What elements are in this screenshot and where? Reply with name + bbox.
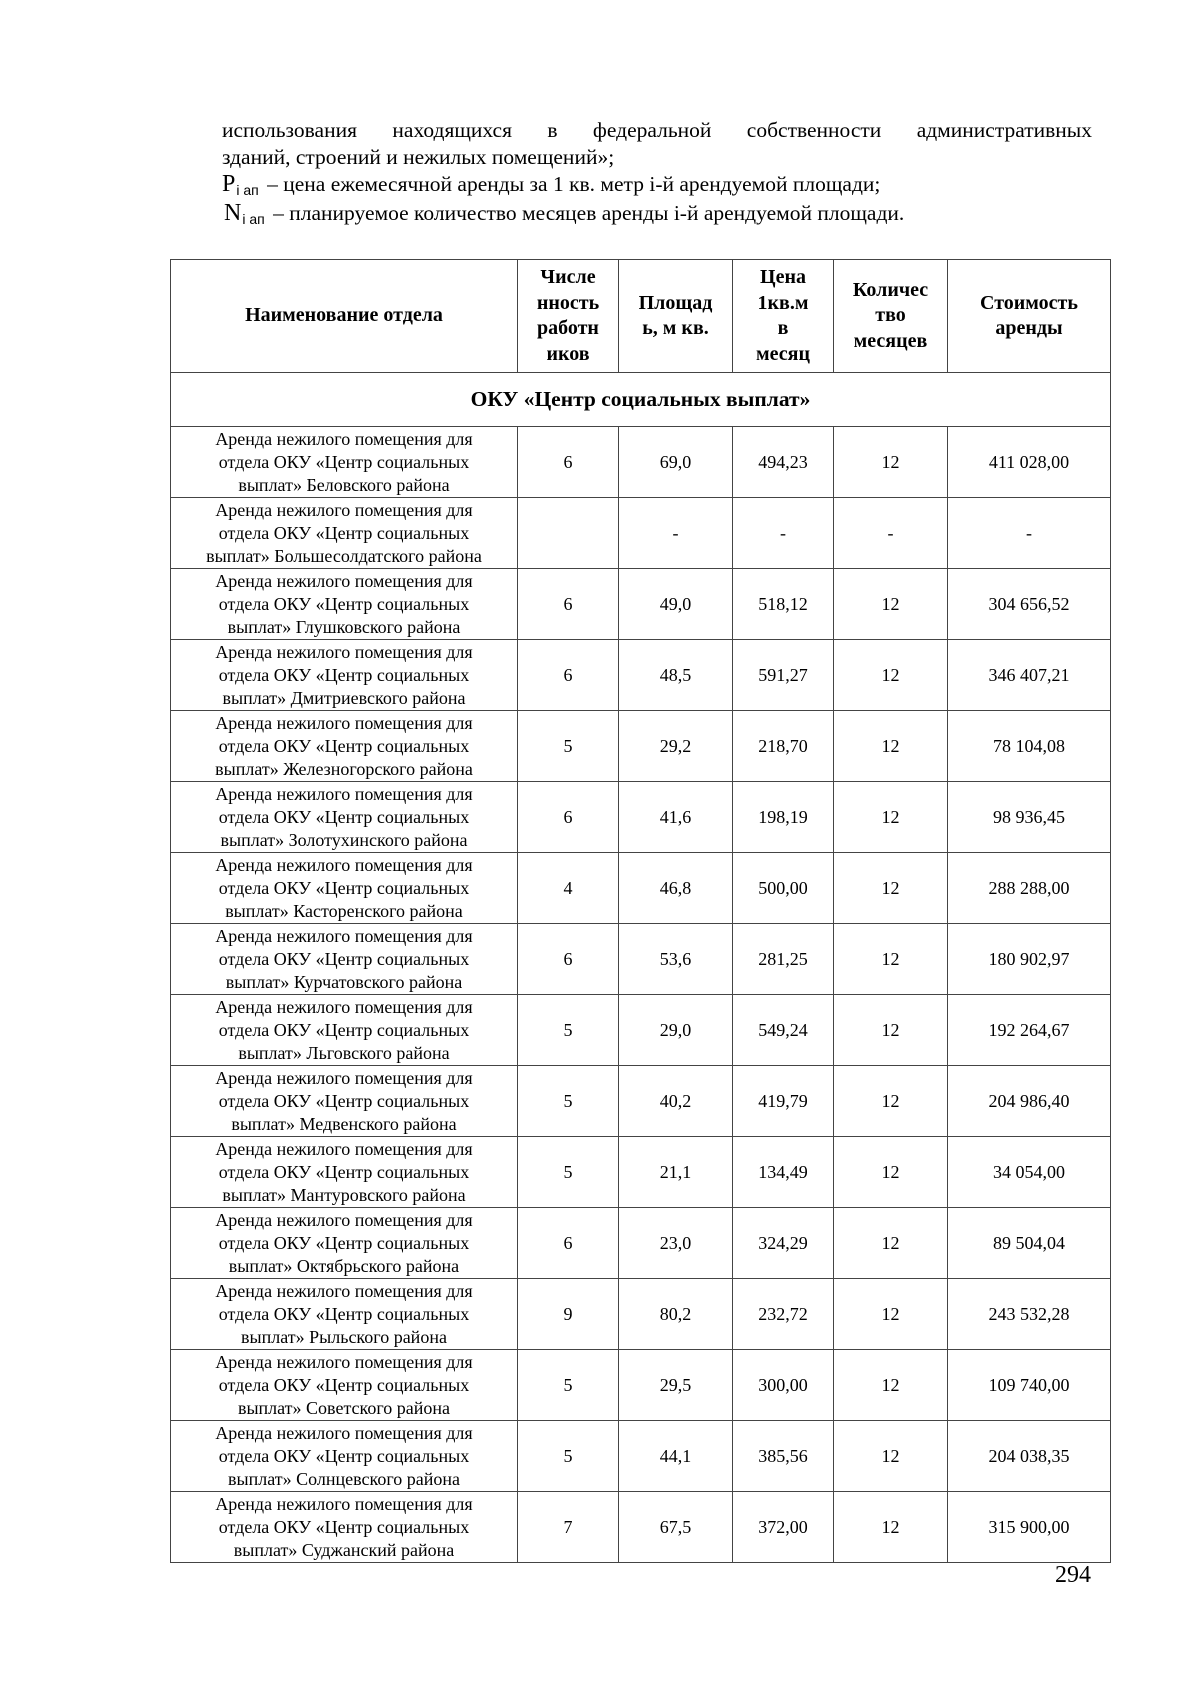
section-title: ОКУ «Центр социальных выплат» [171,373,1111,427]
cell-name [171,782,518,853]
cell-price: - [733,498,834,569]
table-body [171,373,1111,1563]
cell-price: 518,12 [733,569,834,640]
cell-name-line: выплат» Мантуровского района [222,1184,466,1205]
cell-months: 12 [834,1492,948,1563]
cell-price: 500,00 [733,853,834,924]
cell-employees: 5 [518,995,619,1066]
variable-p-symbol: P [222,171,236,197]
header-employees: Числе нность работн иков [518,260,619,373]
cell-name-line: отдела ОКУ «Центр социальных [218,1161,470,1182]
cell-price: 385,56 [733,1421,834,1492]
cell-area: 21,1 [619,1137,733,1208]
variable-n-definition [222,200,1092,229]
cell-area: 29,0 [619,995,733,1066]
variable-n-subscript: i ап [242,211,265,227]
cell-months: 12 [834,1137,948,1208]
cell-area: 48,5 [619,640,733,711]
intro-line-1: использования находящихся в федеральной собственности административных [222,118,1092,142]
cell-name [171,569,518,640]
cell-price: 281,25 [733,924,834,995]
cell-area: 29,2 [619,711,733,782]
cell-months: 12 [834,782,948,853]
table-row [171,569,1111,640]
cell-name [171,1208,518,1279]
cell-name-line: выплат» Курчатовского района [225,971,463,992]
intro-text [222,117,1092,229]
cell-name-line: выплат» Железногорского района [215,758,473,779]
table-header-row [171,260,1111,373]
cell-area: - [619,498,733,569]
cell-price: 218,70 [733,711,834,782]
cell-name-line: Аренда нежилого помещения для [215,1209,473,1230]
cell-name [171,995,518,1066]
cell-area: 40,2 [619,1066,733,1137]
cell-name-line: выплат» Дмитриевского района [222,687,466,708]
table-row [171,995,1111,1066]
cell-area: 29,5 [619,1350,733,1421]
cell-cost: 304 656,52 [948,569,1111,640]
cell-employees: 5 [518,1350,619,1421]
page-number: 294 [1055,1562,1091,1588]
table-row [171,427,1111,498]
table-row [171,853,1111,924]
rent-table [170,259,1111,1563]
cell-price: 134,49 [733,1137,834,1208]
cell-name-line: отдела ОКУ «Центр социальных [218,522,470,543]
cell-employees: 5 [518,711,619,782]
cell-cost: 204 986,40 [948,1066,1111,1137]
cell-area: 44,1 [619,1421,733,1492]
cell-employees: 9 [518,1279,619,1350]
variable-p-description: – цена ежемесячной аренды за 1 кв. метр i-й арендуемой площади; [267,172,881,196]
header-cost: Стоимость аренды [948,260,1111,373]
cell-cost: 109 740,00 [948,1350,1111,1421]
cell-name-line: отдела ОКУ «Центр социальных [218,1445,470,1466]
table-row [171,1208,1111,1279]
cell-price: 300,00 [733,1350,834,1421]
cell-name-line: отдела ОКУ «Центр социальных [218,664,470,685]
cell-name-line: отдела ОКУ «Центр социальных [218,1303,470,1324]
cell-cost: 411 028,00 [948,427,1111,498]
cell-months: 12 [834,995,948,1066]
cell-name-line: выплат» Октябрьского района [228,1255,460,1276]
header-name: Наименование отдела [171,260,518,373]
cell-area: 69,0 [619,427,733,498]
cell-cost: 89 504,04 [948,1208,1111,1279]
table-row [171,1350,1111,1421]
cell-name-line: выплат» Глушковского района [227,616,461,637]
cell-cost: 346 407,21 [948,640,1111,711]
cell-name [171,1421,518,1492]
cell-name-line: выплат» Рыльского района [241,1326,447,1347]
cell-employees [518,498,619,569]
cell-name-line: отдела ОКУ «Центр социальных [218,451,470,472]
cell-employees: 6 [518,1208,619,1279]
cell-price: 591,27 [733,640,834,711]
table-row [171,924,1111,995]
table-row [171,1492,1111,1563]
cell-employees: 6 [518,427,619,498]
cell-area: 41,6 [619,782,733,853]
cell-name-line: отдела ОКУ «Центр социальных [218,1019,470,1040]
cell-area: 23,0 [619,1208,733,1279]
cell-name-line: Аренда нежилого помещения для [215,1280,473,1301]
cell-name-line: Аренда нежилого помещения для [215,712,473,733]
cell-months: 12 [834,1066,948,1137]
cell-name-line: Аренда нежилого помещения для [215,499,473,520]
cell-area: 49,0 [619,569,733,640]
table-row [171,640,1111,711]
cell-price: 198,19 [733,782,834,853]
cell-employees: 7 [518,1492,619,1563]
cell-employees: 6 [518,924,619,995]
cell-name-line: отдела ОКУ «Центр социальных [218,1090,470,1111]
cell-name-line: отдела ОКУ «Центр социальных [218,593,470,614]
cell-name-line: отдела ОКУ «Центр социальных [218,806,470,827]
cell-name [171,1350,518,1421]
cell-name-line: выплат» Беловского района [238,474,450,495]
cell-name-line: Аренда нежилого помещения для [215,854,473,875]
cell-name-line: Аренда нежилого помещения для [215,428,473,449]
cell-months: 12 [834,924,948,995]
cell-cost: 78 104,08 [948,711,1111,782]
cell-area: 67,5 [619,1492,733,1563]
cell-name-line: Аренда нежилого помещения для [215,570,473,591]
cell-price: 549,24 [733,995,834,1066]
cell-months: 12 [834,1421,948,1492]
table-row [171,1137,1111,1208]
cell-employees: 6 [518,782,619,853]
cell-price: 419,79 [733,1066,834,1137]
header-area: Площад ь, м кв. [619,260,733,373]
cell-name-line: Аренда нежилого помещения для [215,1493,473,1514]
cell-name [171,498,518,569]
cell-months: 12 [834,1279,948,1350]
cell-cost: 34 054,00 [948,1137,1111,1208]
table-row [171,1421,1111,1492]
cell-cost: 98 936,45 [948,782,1111,853]
cell-name-line: Аренда нежилого помещения для [215,641,473,662]
cell-months: 12 [834,427,948,498]
cell-name [171,853,518,924]
section-header-row [171,373,1111,427]
variable-n-description: – планируемое количество месяцев аренды i-й арендуемой площади. [273,201,905,225]
table-row [171,1279,1111,1350]
cell-cost: 192 264,67 [948,995,1111,1066]
cell-name-line: выплат» Суджанский района [233,1539,455,1560]
cell-name-line: выплат» Большесолдатского района [206,545,482,566]
cell-cost: 180 902,97 [948,924,1111,995]
cell-employees: 5 [518,1066,619,1137]
cell-name [171,1066,518,1137]
cell-name [171,1137,518,1208]
cell-name-line: отдела ОКУ «Центр социальных [218,948,470,969]
table-row [171,711,1111,782]
cell-employees: 6 [518,569,619,640]
cell-months: 12 [834,1350,948,1421]
cell-months: 12 [834,711,948,782]
cell-employees: 4 [518,853,619,924]
cell-name [171,1279,518,1350]
cell-name-line: выплат» Советского района [237,1397,451,1418]
cell-employees: 6 [518,640,619,711]
cell-price: 232,72 [733,1279,834,1350]
cell-name [171,1492,518,1563]
cell-months: 12 [834,1208,948,1279]
variable-p-definition [222,171,1092,200]
cell-name-line: выплат» Медвенского района [231,1113,457,1134]
header-months: Количес тво месяцев [834,260,948,373]
cell-name-line: Аренда нежилого помещения для [215,1138,473,1159]
cell-name-line: Аренда нежилого помещения для [215,1067,473,1088]
cell-months: 12 [834,853,948,924]
cell-employees: 5 [518,1137,619,1208]
cell-cost: 315 900,00 [948,1492,1111,1563]
cell-price: 372,00 [733,1492,834,1563]
cell-employees: 5 [518,1421,619,1492]
cell-price: 494,23 [733,427,834,498]
cell-name-line: отдела ОКУ «Центр социальных [218,735,470,756]
cell-name-line: Аренда нежилого помещения для [215,1351,473,1372]
cell-months: 12 [834,640,948,711]
cell-name-line: отдела ОКУ «Центр социальных [218,877,470,898]
cell-name-line: выплат» Солнцевского района [228,1468,460,1489]
cell-name-line: Аренда нежилого помещения для [215,925,473,946]
cell-price: 324,29 [733,1208,834,1279]
cell-name-line: выплат» Касторенского района [225,900,463,921]
header-price: Цена 1кв.м в месяц [733,260,834,373]
table-row [171,498,1111,569]
table-row [171,1066,1111,1137]
cell-cost: 288 288,00 [948,853,1111,924]
cell-name-line: Аренда нежилого помещения для [215,783,473,804]
cell-months: 12 [834,569,948,640]
cell-name-line: выплат» Льговского района [238,1042,450,1063]
cell-name [171,924,518,995]
cell-cost: 204 038,35 [948,1421,1111,1492]
cell-name-line: отдела ОКУ «Центр социальных [218,1232,470,1253]
variable-n-symbol: N [224,200,242,226]
cell-name-line: отдела ОКУ «Центр социальных [218,1374,470,1395]
cell-area: 46,8 [619,853,733,924]
cell-months: - [834,498,948,569]
variable-p-subscript: i ап [236,182,259,198]
cell-name [171,640,518,711]
cell-name-line: Аренда нежилого помещения для [215,1422,473,1443]
cell-name-line: выплат» Золотухинского района [220,829,468,850]
cell-area: 80,2 [619,1279,733,1350]
cell-name-line: Аренда нежилого помещения для [215,996,473,1017]
cell-area: 53,6 [619,924,733,995]
cell-name-line: отдела ОКУ «Центр социальных [218,1516,470,1537]
table-row [171,782,1111,853]
cell-name [171,427,518,498]
intro-line-2: зданий, строений и нежилых помещений»; [222,145,615,169]
cell-cost: - [948,498,1111,569]
cell-name [171,711,518,782]
cell-cost: 243 532,28 [948,1279,1111,1350]
